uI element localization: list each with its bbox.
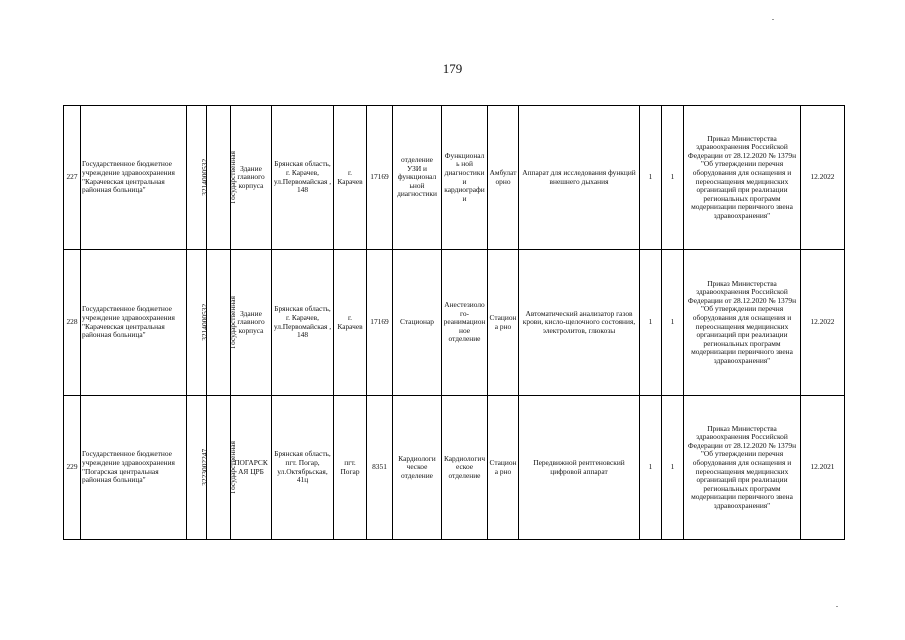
building-cell: Здание главного корпуса — [231, 106, 272, 250]
unit-cell: Кардиологич еское отделение — [442, 396, 488, 540]
address-cell: Брянская область, пгт. Погар, ул.Октябрьская, 41ц — [272, 396, 334, 540]
address-cell: Брянская область, г. Карачев, ул.Первомайская , 148 — [272, 106, 334, 250]
date-cell: 12.2022 — [801, 250, 845, 396]
division-cell: Кардиологи ческое отделение — [393, 396, 442, 540]
row-number-cell: 227 — [64, 106, 81, 250]
ownership-cell — [207, 396, 237, 540]
inn-text: 3214000532 — [200, 159, 210, 196]
inn-cell — [187, 250, 210, 396]
building-cell: Здание главного корпуса — [231, 250, 272, 396]
division-cell: Стационар — [393, 250, 442, 396]
row-number-cell: 228 — [64, 250, 81, 396]
organization-cell: Государственное бюджетное учреждение здравоохранения "Погарская центральная районная больница" — [81, 396, 187, 540]
organization-cell: Государственное бюджетное учреждение здравоохранения "Карачевская центральная районная больница" — [81, 250, 187, 396]
basis-cell: Приказ Министерства здравоохранения Российской Федерации от 28.12.2020 № 1379н "Об утверждении перечня оборудования для оснащения и переоснащения медицинских организаций при реализации региональных программ модернизации первичного звена здравоохранения" — [684, 106, 801, 250]
inn-text: 3223002247 — [200, 449, 210, 486]
code-cell: 8351 — [367, 396, 393, 540]
address-cell: Брянская область, г. Карачев, ул.Первомайская , 148 — [272, 250, 334, 396]
quantity-cell: 1 — [662, 106, 684, 250]
locality-cell: г. Карачев — [334, 250, 367, 396]
equipment-cell: Передвижной рентгеновский цифровой аппарат — [519, 396, 640, 540]
division-cell: отделение УЗИ и функционал ьной диагностики — [393, 106, 442, 250]
quantity-cell: 1 — [662, 250, 684, 396]
quantity-cell: 1 — [640, 106, 662, 250]
locality-cell: г. Карачев — [334, 106, 367, 250]
ownership-text: Государственная — [227, 151, 237, 204]
table-row — [64, 396, 845, 540]
basis-cell: Приказ Министерства здравоохранения Российской Федерации от 28.12.2020 № 1379н "Об утверждении перечня оборудования для оснащения и переоснащения медицинских организаций при реализации региональных программ модернизации первичного звена здравоохранения" — [684, 396, 801, 540]
unit-cell: Функциональ ной диагностики и кардиографи и — [442, 106, 488, 250]
quantity-cell: 1 — [640, 396, 662, 540]
table-row — [64, 106, 845, 250]
locality-cell: пгт. Погар — [334, 396, 367, 540]
table-row — [64, 250, 845, 396]
scan-speck — [772, 19, 774, 20]
date-cell: 12.2022 — [801, 106, 845, 250]
care-type-cell: Стациона рно — [488, 396, 519, 540]
organization-cell: Государственное бюджетное учреждение здравоохранения "Карачевская центральная районная больница" — [81, 106, 187, 250]
scan-speck — [836, 606, 838, 607]
quantity-cell: 1 — [640, 250, 662, 396]
building-cell: ПОГАРСК АЯ ЦРБ — [231, 396, 272, 540]
equipment-cell: Аппарат для исследования функций внешнего дыхания — [519, 106, 640, 250]
inn-text: 3214000532 — [200, 304, 210, 341]
care-type-cell: Стациона рно — [488, 250, 519, 396]
care-type-cell: Амбулат орно — [488, 106, 519, 250]
inn-cell — [187, 396, 210, 540]
ownership-cell — [207, 106, 237, 250]
code-cell: 17169 — [367, 250, 393, 396]
equipment-table — [63, 105, 845, 540]
unit-cell: Анестезиоло го- реанимацион ное отделение — [442, 250, 488, 396]
inn-cell — [187, 106, 210, 250]
equipment-cell: Автоматический анализатор газов крови, кисло-щелочного состояния, электролитов, глюкозы — [519, 250, 640, 396]
ownership-cell — [207, 250, 237, 396]
date-cell: 12.2021 — [801, 396, 845, 540]
page-number: 179 — [442, 61, 463, 76]
ownership-text: Государственная — [227, 441, 237, 494]
basis-cell: Приказ Министерства здравоохранения Российской Федерации от 28.12.2020 № 1379н "Об утверждении перечня оборудования для оснащения и переоснащения медицинских организаций при реализации региональных программ модернизации первичного звена здравоохранения" — [684, 250, 801, 396]
code-cell: 17169 — [367, 106, 393, 250]
quantity-cell: 1 — [662, 396, 684, 540]
row-number-cell: 229 — [64, 396, 81, 540]
ownership-text: Государственная — [227, 296, 237, 349]
